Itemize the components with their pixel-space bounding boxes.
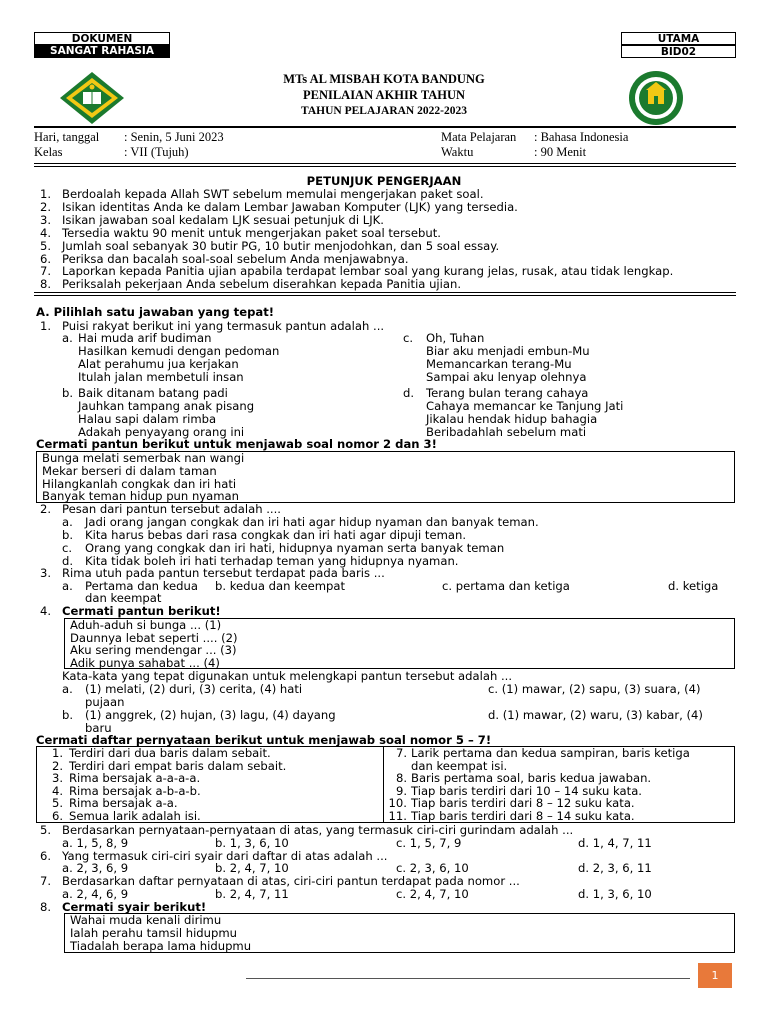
q2-option: Orang yang congkak dan iri hati, hidupnya nyaman serta banyak teman (85, 540, 505, 555)
q3-opt-a-cont: dan keempat (85, 591, 162, 605)
q2-option-label: b. (62, 527, 74, 542)
q4-stem: Cermati pantun berikut! (62, 604, 221, 618)
q4-opt-a-label: a. (62, 682, 73, 696)
statement-left: Rima bersajak a-b-a-b. (69, 783, 201, 798)
pantun-line: Bunga melati semerbak nan wangi (42, 451, 245, 465)
hari-value: : Senin, 5 Juni 2023 (124, 130, 224, 144)
q2-option-label: d. (62, 553, 74, 568)
q4-pantun-line: Daunnya lebat seperti .... (2) (70, 630, 238, 645)
q4-opt-b: (1) anggrek, (2) hujan, (3) lagu, (4) dayang (85, 708, 336, 722)
statement-number: 6. (51, 809, 63, 823)
q2-option: Jadi orang jangan congkak dan iri hati agar hidup nyaman dan banyak teman. (85, 515, 539, 529)
q3-opt-c: c. pertama dan ketiga (442, 579, 570, 593)
q6-number: 6. (40, 848, 52, 863)
waktu-value: : 90 Menit (534, 145, 587, 159)
q2-option-label: a. (62, 515, 73, 529)
school-year: TAHUN PELAJARAN 2022-2023 (301, 105, 467, 117)
sangat-rahasia-tag: SANGAT RAHASIA (34, 45, 170, 58)
pantun-box-2-3 (36, 451, 735, 503)
q3-number: 3. (40, 566, 52, 580)
q3-stem: Rima utuh pada pantun tersebut terdapat pada baris ... (62, 566, 385, 580)
q2-option: Kita harus bebas dari rasa congkak dan iri hati agar dipuji teman. (85, 527, 467, 542)
statement-left: Terdiri dari empat baris dalam sebait. (69, 758, 287, 773)
q2-number: 2. (40, 502, 52, 516)
q1-number: 1. (40, 319, 52, 333)
q1-c-line: Biar aku menjadi embun-Mu (426, 344, 590, 358)
petunjuk-item: Jumlah soal sebanyak 30 butir PG, 10 butir menjodohkan, dan 5 soal essay. (62, 238, 500, 253)
petunjuk-number: 8. (40, 277, 52, 292)
statement-number: 1. (51, 746, 63, 760)
q1-d-line: Jikalau hendak hidup bahagia (426, 412, 598, 426)
q4-opt-c: c. (1) mawar, (2) sapu, (3) suara, (4) (488, 682, 701, 696)
q4-question: Kata-kata yang tepat digunakan untuk melengkapi pantun tersebut adalah ... (62, 669, 513, 683)
q5-opt-d: d. 1, 4, 7, 11 (578, 835, 652, 850)
q6-opt-d: d. 2, 3, 6, 11 (578, 861, 652, 876)
petunjuk-item: Tersedia waktu 90 menit untuk mengerjakan paket soal tersebut. (62, 225, 441, 240)
q1-a-line: Hai muda arif budiman (78, 331, 212, 345)
syair-line: Ialah perahu tamsil hidupmu (70, 926, 238, 940)
q4-opt-b-label: b. (62, 708, 74, 722)
petunjuk-item: Laporkan kepada Panitia ujian apabila terdapat lembar soal yang kurang jelas, rusak, atau tidak lengkap. (62, 264, 674, 279)
mapel-label: Mata Pelajaran (441, 130, 517, 144)
petunjuk-number: 7. (40, 264, 52, 279)
petunjuk-number: 5. (40, 238, 52, 253)
page-number: 1 (711, 969, 719, 982)
cermati-5-7: Cermati daftar pernyataan berikut untuk menjawab soal nomor 5 – 7! (36, 733, 492, 747)
syair-line: Wahai muda kenali dirimu (70, 913, 222, 927)
petunjuk-number: 6. (40, 251, 52, 266)
q1-b-line: Adakah penyayang orang ini (78, 425, 245, 439)
statement-number: 5. (51, 796, 63, 811)
q1-a-line: Itulah jalan membetuli insan (78, 370, 244, 384)
exam-title: PENILAIAN AKHIR TAHUN (302, 88, 466, 102)
petunjuk-item: Periksa dan bacalah soal-soal sebelum Anda menjawabnya. (62, 251, 409, 266)
q5-opt-a: a. 1, 5, 8, 9 (62, 835, 129, 850)
q7-opt-d: d. 1, 3, 6, 10 (578, 886, 652, 901)
q1-opt-c-label: c. (403, 331, 414, 345)
q4-opt-d: d. (1) mawar, (2) waru, (3) kabar, (4) (488, 708, 703, 722)
kelas-label: Kelas (34, 145, 63, 159)
statement-number: 10. (388, 796, 407, 811)
q3-opt-b: b. kedua dan keempat (215, 579, 346, 593)
q7-opt-c: c. 2, 4, 7, 10 (396, 886, 469, 901)
q7-opt-a: a. 2, 4, 6, 9 (62, 886, 129, 901)
q4-pantun-line: Aku sering mendengar ... (3) (70, 643, 237, 658)
statement-number: 4. (51, 783, 63, 798)
q1-b-line: Baik ditanam batang padi (78, 386, 228, 400)
q6-opt-a: a. 2, 3, 6, 9 (62, 861, 129, 876)
kelas-value: : VII (Tujuh) (124, 145, 189, 159)
syair-box (64, 913, 735, 953)
statement-left: Terdiri dari dua baris dalam sebait. (69, 746, 271, 760)
statement-number: 2. (51, 758, 63, 773)
q2-stem: Pesan dari pantun tersebut adalah .... (62, 502, 281, 516)
petunjuk-item: Isikan identitas Anda ke dalam Lembar Jawaban Komputer (LJK) yang tersedia. (62, 199, 518, 214)
statement-number: 7. (395, 746, 407, 760)
statement-left: Rima bersajak a-a-a-a. (69, 771, 201, 786)
q1-stem: Puisi rakyat berikut ini yang termasuk pantun adalah ... (62, 319, 385, 333)
q1-c-line: Sampai aku lenyap olehnya (426, 370, 587, 384)
q1-b-line: Halau sapi dalam rimba (78, 412, 217, 426)
q4-pantun-line: Aduh-aduh si bunga ... (1) (70, 618, 222, 632)
q8-number: 8. (40, 900, 52, 914)
waktu-label: Waktu (441, 145, 474, 159)
petunjuk-title: PETUNJUK PENGERJAAN (306, 174, 462, 188)
q2-option: Kita tidak boleh iri hati terhadap teman yang hidupnya nyaman. (85, 553, 459, 568)
q1-opt-b-label: b. (62, 386, 74, 400)
statement-right: Baris pertama soal, baris kedua jawaban. (411, 771, 652, 786)
statement-right: Larik pertama dan kedua sampiran, baris ketiga (411, 746, 690, 760)
statement-right: Tiap baris terdiri dari 8 – 12 suku kata. (411, 796, 635, 811)
petunjuk-number: 2. (40, 199, 52, 214)
q8-stem: Cermati syair berikut! (62, 900, 207, 914)
statement-number: 11. (388, 809, 407, 823)
school-name: MTs AL MISBAH KOTA BANDUNG (283, 72, 485, 86)
petunjuk-item: Periksalah pekerjaan Anda sebelum diserahkan kepada Panitia ujian. (62, 277, 462, 292)
section-a-title: A. Pilihlah satu jawaban yang tepat! (36, 305, 275, 319)
q7-opt-b: b. 2, 4, 7, 11 (215, 886, 289, 901)
q1-opt-d-label: d. (403, 386, 415, 400)
q1-c-line: Oh, Tuhan (426, 331, 485, 345)
q4-number: 4. (40, 604, 52, 618)
q7-number: 7. (40, 874, 52, 889)
hari-label: Hari, tanggal (34, 130, 100, 144)
pantun-line: Mekar berseri di dalam taman (42, 463, 217, 478)
syair-line: Tiadalah berapa lama hidupmu (70, 939, 252, 953)
utama-tag: UTAMA (621, 32, 736, 45)
petunjuk-number: 4. (40, 225, 52, 240)
pantun-line: Hilangkanlah congkak dan iri hati (42, 476, 237, 491)
pantun-box-4 (64, 618, 735, 669)
q3-opt-a-label: a. (62, 579, 73, 593)
cermati-2-3: Cermati pantun berikut untuk menjawab soal nomor 2 dan 3! (36, 437, 437, 451)
petunjuk-item: Isikan jawaban soal kedalam LJK sesuai petunjuk di LJK. (62, 212, 384, 227)
q5-opt-b: b. 1, 3, 6, 10 (215, 835, 289, 850)
q1-b-line: Jauhkan tampang anak pisang (78, 399, 255, 413)
statement-right: dan keempat isi. (411, 758, 508, 773)
q3-opt-d: d. ketiga (668, 579, 719, 593)
statement-left: Semua larik adalah isi. (69, 809, 201, 823)
q1-c-line: Memancarkan terang-Mu (426, 357, 572, 371)
q4-opt-b-cont: baru (85, 721, 112, 735)
q5-stem: Berdasarkan pernyataan-pernyataan di atas, yang termasuk ciri-ciri gurindam adalah ... (62, 823, 574, 837)
q3-opt-a: Pertama dan kedua (85, 579, 198, 593)
q1-d-line: Terang bulan terang cahaya (426, 386, 589, 400)
pantun-line: Banyak teman hidup pun nyaman (42, 489, 240, 504)
q1-a-line: Hasilkan kemudi dengan pedoman (78, 344, 280, 358)
statement-number: 3. (51, 771, 63, 786)
q1-d-line: Cahaya memancar ke Tanjung Jati (426, 399, 624, 413)
statement-table (36, 746, 735, 823)
q1-d-line: Beribadahlah sebelum mati (426, 425, 587, 439)
q7-stem: Berdasarkan daftar pernyataan di atas, ciri-ciri pantun terdapat pada nomor ... (62, 874, 520, 889)
q6-opt-b: b. 2, 4, 7, 10 (215, 861, 289, 876)
q4-opt-a: (1) melati, (2) duri, (3) cerita, (4) hati (85, 682, 303, 696)
q4-opt-a-cont: pujaan (85, 695, 125, 709)
q1-a-line: Alat perahumu jua kerjakan (78, 357, 239, 371)
q5-number: 5. (40, 823, 52, 837)
statement-left: Rima bersajak a-a. (69, 796, 178, 811)
petunjuk-item: Berdoalah kepada Allah SWT sebelum memulai mengerjakan paket soal. (62, 187, 484, 201)
petunjuk-number: 1. (40, 187, 52, 201)
dokumen-tag: DOKUMEN (34, 32, 170, 45)
q2-option-label: c. (62, 540, 73, 555)
q5-opt-c: c. 1, 5, 7, 9 (396, 835, 462, 850)
petunjuk-number: 3. (40, 212, 52, 227)
statement-number: 9. (395, 783, 407, 798)
statement-right: Tiap baris terdiri dari 10 – 14 suku kata. (411, 783, 642, 798)
q6-stem: Yang termasuk ciri-ciri syair dari daftar di atas adalah ... (62, 848, 388, 863)
q4-pantun-line: Adik punya sahabat ... (4) (70, 655, 220, 670)
q6-opt-c: c. 2, 3, 6, 10 (396, 861, 469, 876)
statement-number: 8. (395, 771, 407, 786)
footer-line (246, 978, 690, 979)
statement-right: Tiap baris terdiri dari 8 – 14 suku kata. (411, 809, 635, 823)
q1-opt-a-label: a. (62, 331, 73, 345)
mapel-value: : Bahasa Indonesia (534, 130, 629, 144)
bid-tag: BID02 (621, 45, 736, 58)
